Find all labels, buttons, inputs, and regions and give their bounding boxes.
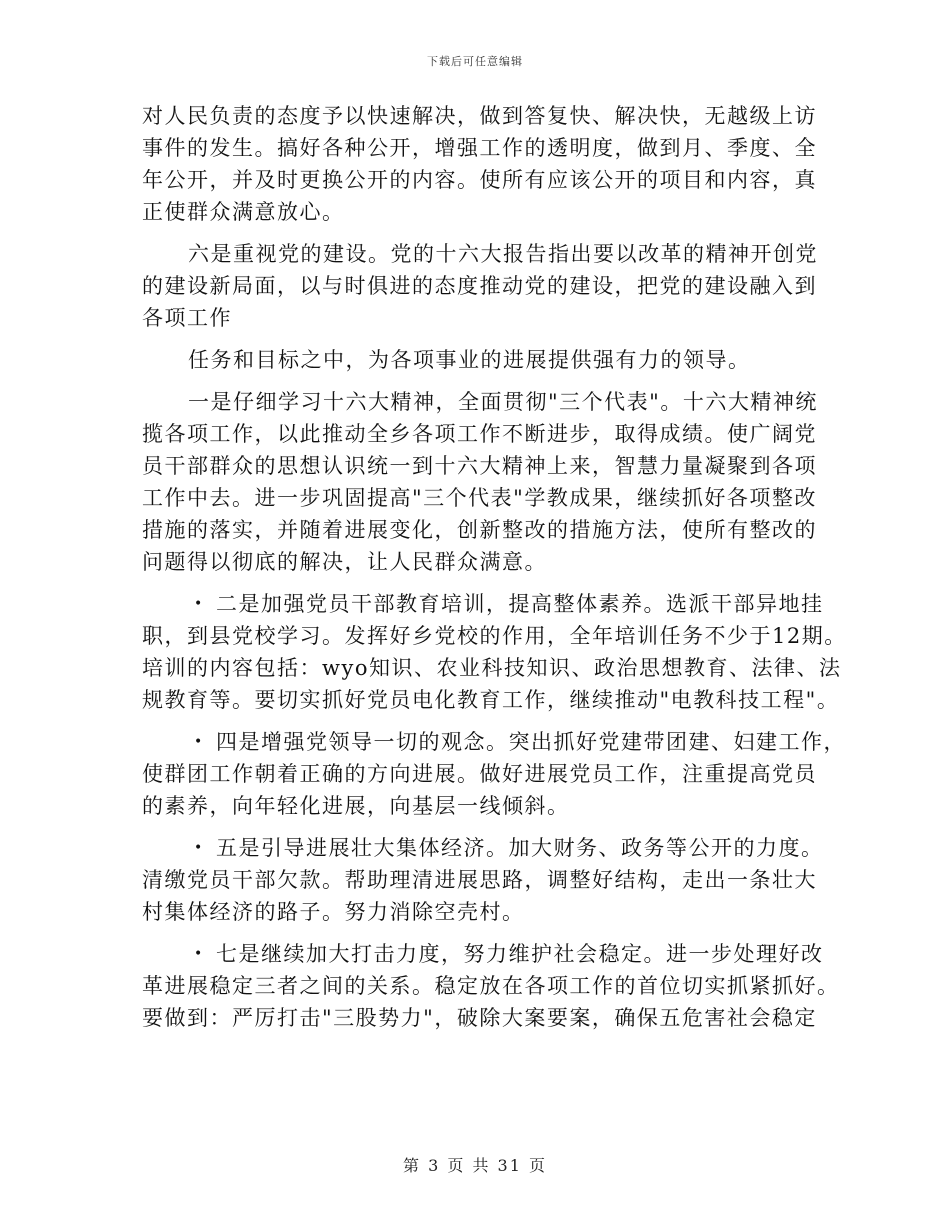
bullet-icon: • [194,839,204,856]
text-line: 正使群众满意放心。 [142,200,345,224]
text-line: 工作中去。进一步巩固提高"三个代表"学教成果，继续抓好各项整改 [142,486,817,510]
page-header-note: 下载后可任意编辑 [427,55,523,68]
text-line-content: 五是引导进展壮大集体经济。加大财务、政务等公开的力度。 [216,836,824,860]
text-line [142,938,822,970]
text-line-content: 二是加强党员干部教育培训，提高整体素养。选派干部异地挂 [216,592,824,616]
bullet-paragraph [142,938,840,1034]
paragraph [142,238,822,334]
text-line: 的建设新局面，以与时俱进的态度推动党的建设，把党的建设融入到 [142,274,817,298]
text-line: 措施的落实，并随着进展变化，创新整改的措施方法，使所有整改的 [142,518,817,542]
text-line: 革进展稳定三者之间的关系。稳定放在各项工作的首位切实抓紧抓好。 [142,974,840,998]
bullet-paragraph [142,588,847,716]
text-line: 要做到：严厉打击"三股势力"，破除大案要案，确保五危害社会稳定 [142,1006,817,1030]
text-line: 的素养，向年轻化进展，向基层一线倾斜。 [142,794,570,818]
text-line: 使群团工作朝着正确的方向进展。做好进展党员工作，注重提高党员 [142,762,817,786]
text-line-content: 七是继续加大打击力度，努力维护社会稳定。进一步处理好改 [216,942,824,966]
text-line: 六是重视党的建设。党的十六大报告指出要以改革的精神开创党 [188,242,818,266]
paragraph [142,100,822,228]
text-line [142,726,846,758]
bullet-paragraph [142,726,846,822]
text-line: 对人民负责的态度予以快速解决，做到答复快、解决快，无越级上访 [142,104,817,128]
text-line: 任务和目标之中，为各项事业的进展提供强有力的领导。 [188,348,751,372]
bullet-paragraph [142,832,822,928]
text-line: 事件的发生。搞好各种公开，增强工作的透明度，做到月、季度、全 [142,136,817,160]
text-line: 村集体经济的路子。努力消除空壳村。 [142,900,525,924]
text-line [142,832,822,864]
bullet-icon: • [194,595,204,612]
page-number-footer: 第 3 页 共 31 页 [403,1156,547,1175]
text-line: 揽各项工作，以此推动全乡各项工作不断进步，取得成绩。使广阔党 [142,422,817,446]
text-line: 问题得以彻底的解决，让人民群众满意。 [142,550,547,574]
text-line [142,588,822,620]
text-line: 规教育等。要切实抓好党员电化教育工作，继续推动"电教科技工程"。 [142,688,840,712]
text-line: 一是仔细学习十六大精神，全面贯彻"三个代表"。十六大精神统 [188,390,818,414]
bullet-icon: • [194,733,204,750]
paragraph [142,344,822,376]
paragraph [142,386,822,578]
text-line: 职，到县党校学习。发挥好乡党校的作用，全年培训任务不少于12期。 [142,624,847,648]
text-line: 年公开，并及时更换公开的内容。使所有应该公开的项目和内容，真 [142,168,817,192]
text-line: 各项工作 [142,306,232,330]
text-line: 员干部群众的思想认识统一到十六大精神上来，智慧力量凝聚到各项 [142,454,817,478]
text-line-content: 四是增强党领导一切的观念。突出抓好党建带团建、妇建工作， [216,730,846,754]
text-line: 培训的内容包括：wyo知识、农业科技知识、政治思想教育、法律、法 [142,656,842,680]
text-line: 清缴党员干部欠款。帮助理清进展思路，调整好结构，走出一条壮大 [142,868,817,892]
document-body [142,100,847,1034]
bullet-icon: • [194,945,204,962]
